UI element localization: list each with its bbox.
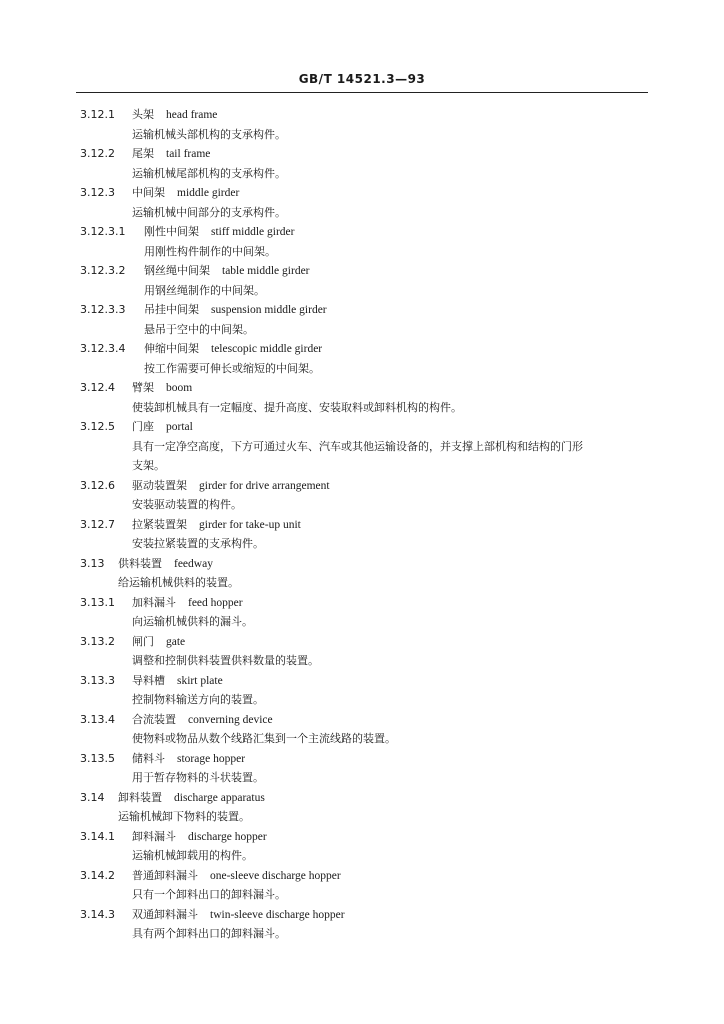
term-heading	[80, 186, 239, 200]
term-english: girder for drive arrangement	[199, 479, 330, 492]
term-number: 3.12.4	[80, 381, 115, 394]
term-chinese: 普通卸料漏斗	[132, 868, 198, 882]
term-chinese: 伸缩中间架	[144, 342, 199, 355]
term-english: suspension middle girder	[211, 304, 327, 316]
term-definition: 使装卸机械具有一定幅度、提升高度、安装取料或卸料机构的构件。	[132, 400, 462, 414]
term-heading	[80, 713, 273, 727]
term-definition: 只有一个卸料出口的卸料漏斗。	[132, 888, 286, 901]
term-definition: 用刚性构件制作的中间架。	[144, 244, 276, 258]
term-number: 3.12.3.2	[80, 264, 126, 277]
term-chinese: 头架	[132, 108, 154, 121]
term-number: 3.12.1	[80, 108, 115, 121]
term-heading	[80, 791, 265, 805]
term-chinese: 加料漏斗	[132, 595, 176, 609]
term-number: 3.12.3	[80, 186, 115, 199]
term-definition: 具有一定净空高度，下方可通过火车、汽车或其他运输设备的，并支撑上部机构和结构的门形	[132, 439, 583, 453]
term-definition: 给运输机械供料的装置。	[118, 576, 239, 589]
term-heading	[80, 557, 213, 571]
term-definition: 向运输机械供料的漏斗。	[132, 615, 253, 628]
term-heading	[80, 674, 223, 688]
term-definition: 按工作需要可伸长或缩短的中间架。	[144, 361, 320, 375]
term-definition: 支架。	[132, 459, 165, 472]
term-english: middle girder	[177, 187, 240, 199]
term-english: gate	[166, 635, 186, 648]
term-number: 3.14.3	[80, 907, 115, 921]
term-definition: 运输机械尾部机构的支承构件。	[132, 166, 286, 180]
term-chinese: 拉紧装置架	[132, 517, 187, 531]
term-english: tail frame	[166, 148, 211, 160]
term-definition: 用钢丝绳制作的中间架。	[144, 283, 265, 297]
term-definition: 运输机械中间部分的支承构件。	[132, 205, 286, 219]
term-number: 3.12.3.4	[80, 342, 126, 355]
term-number: 3.14.2	[80, 868, 115, 882]
term-number: 3.14.1	[80, 829, 115, 843]
term-definition: 控制物料输送方向的装置。	[132, 693, 264, 706]
term-number: 3.12.2	[80, 147, 115, 160]
term-heading	[80, 752, 245, 766]
term-chinese: 储料斗	[132, 751, 165, 765]
term-english: head frame	[166, 109, 218, 121]
term-definition: 具有两个卸料出口的卸料漏斗。	[132, 927, 286, 940]
term-number: 3.13.1	[80, 595, 115, 609]
term-english: portal	[166, 421, 193, 433]
term-definition: 悬吊于空中的中间架。	[144, 322, 254, 336]
term-number: 3.13.5	[80, 751, 115, 765]
term-english: girder for take-up unit	[199, 518, 301, 531]
term-number: 3.12.3.3	[80, 303, 126, 316]
term-heading	[80, 869, 341, 883]
term-definition: 安装拉紧装置的支承构件。	[132, 537, 264, 550]
term-definition: 用于暂存物料的斗状装置。	[132, 771, 264, 784]
term-definition: 运输机械卸载用的构件。	[132, 849, 253, 862]
term-english: discharge apparatus	[174, 791, 265, 804]
term-number: 3.13.3	[80, 673, 115, 687]
term-heading	[80, 264, 310, 278]
term-chinese: 钢丝绳中间架	[144, 264, 210, 277]
term-heading	[80, 518, 301, 532]
term-heading	[80, 596, 243, 610]
term-english: telescopic middle girder	[211, 343, 323, 355]
term-chinese: 合流装置	[132, 712, 176, 726]
term-definition: 运输机械头部机构的支承构件。	[132, 127, 286, 141]
term-english: boom	[166, 382, 193, 394]
term-english: feedway	[174, 557, 213, 570]
term-chinese: 臂架	[132, 381, 154, 394]
term-heading	[80, 830, 267, 844]
term-chinese: 卸料装置	[118, 790, 162, 804]
term-heading	[80, 908, 345, 922]
term-heading	[80, 635, 185, 649]
term-chinese: 尾架	[132, 147, 154, 160]
term-definition: 安装驱动装置的构件。	[132, 498, 242, 511]
term-english: twin-sleeve discharge hopper	[210, 908, 345, 921]
term-heading	[80, 420, 193, 434]
term-definition: 使物料或物品从数个线路汇集到一个主流线路的装置。	[132, 732, 396, 745]
term-chinese: 供料装置	[118, 556, 162, 570]
page-header: GB/T 14521.3—93	[298, 72, 426, 86]
term-heading	[80, 381, 192, 395]
term-heading	[80, 108, 217, 122]
term-english: one-sleeve discharge hopper	[210, 869, 341, 882]
term-number: 3.12.3.1	[80, 225, 126, 238]
term-definition: 运输机械卸下物料的装置。	[118, 810, 250, 823]
term-number: 3.13	[80, 556, 105, 570]
term-number: 3.13.4	[80, 712, 115, 726]
term-chinese: 刚性中间架	[144, 225, 199, 238]
term-heading	[80, 225, 294, 239]
term-heading	[80, 479, 330, 493]
term-heading	[80, 147, 210, 161]
term-chinese: 中间架	[132, 186, 165, 199]
term-number: 3.12.5	[80, 420, 115, 433]
term-definition: 调整和控制供料装置供料数量的装置。	[132, 654, 319, 667]
term-chinese: 门座	[132, 420, 154, 433]
term-english: feed hopper	[188, 596, 243, 609]
term-heading	[80, 303, 327, 317]
term-chinese: 闸门	[132, 634, 154, 648]
term-number: 3.12.7	[80, 517, 115, 531]
term-chinese: 吊挂中间架	[144, 303, 199, 316]
term-english: storage hopper	[177, 752, 246, 765]
term-number: 3.12.6	[80, 478, 115, 492]
term-chinese: 卸料漏斗	[132, 829, 176, 843]
term-chinese: 驱动装置架	[132, 478, 187, 492]
term-chinese: 双通卸料漏斗	[132, 907, 198, 921]
term-heading	[80, 342, 322, 356]
term-number: 3.13.2	[80, 634, 115, 648]
term-english: skirt plate	[177, 674, 223, 687]
term-english: discharge hopper	[188, 830, 267, 843]
term-english: converning device	[188, 713, 273, 726]
term-chinese: 导料槽	[132, 673, 165, 687]
term-number: 3.14	[80, 790, 105, 804]
term-english: stiff middle girder	[211, 226, 295, 238]
term-english: table middle girder	[222, 265, 310, 277]
